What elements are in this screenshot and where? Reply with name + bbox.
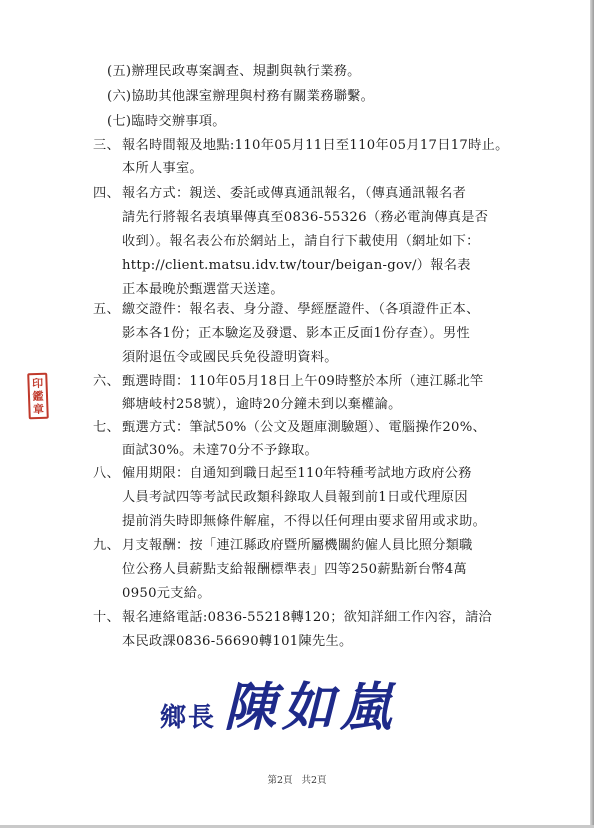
item-text (122, 372, 483, 415)
item-line: 收到）。報名表公布於網站上，請自行下載使用（網址如下： (122, 234, 480, 249)
item-number: 十、 (93, 610, 120, 625)
item-line: 僱用期限：自通知到職日起至110年特種考試地方政府公務 (122, 466, 472, 481)
item-text (122, 464, 486, 532)
item-line: 提前消失時即無條件解雇，不得以任何理由要求留用或求助。 (122, 514, 487, 529)
signature-block (160, 678, 398, 738)
page-footer (0, 772, 594, 786)
item-line: http://client.matsu.idv.tw/tour/beigan-gov/）報名表 (122, 258, 471, 273)
item-line: 面試30%。未達70分不予錄取。 (122, 443, 318, 458)
page-total: 共2頁 (301, 775, 327, 786)
item-number: 三、 (93, 138, 120, 153)
sub-item-6: (六)協助其他課室辦理與村務有關業務聯繫。 (107, 89, 375, 104)
item-line: 報名連絡電話:0836-55218轉120；欲知詳細工作內容，請洽 (122, 610, 493, 625)
page-edge-shadow (590, 0, 594, 828)
item-text (122, 608, 492, 652)
item-line: 影本各1份；正本驗迄及發還、影本正反面1份存查）。男性 (122, 326, 470, 341)
signature-title: 鄉長 (160, 703, 217, 733)
sub-item-7: (七)臨時交辦事項。 (107, 114, 226, 129)
item-line: 繳交證件：報名表、身分證、學經歷證件、（各項證件正本、 (122, 302, 480, 317)
item-line: 正本最晚於甄選當天送達。 (122, 282, 284, 297)
item-line: 請先行將報名表填畢傳真至0836-55326（務必電詢傳真是否 (122, 210, 489, 225)
item-text (122, 184, 488, 300)
item-text (122, 136, 509, 179)
item-line: 甄選時間：110年05月18日上午09時整於本所（連江縣北竿 (122, 374, 484, 389)
item-number: 五、 (93, 302, 120, 317)
item-line: 本所人事室。 (122, 161, 203, 176)
item-line: 鄉塘岐村258號），逾時20分鐘未到以棄權論。 (122, 397, 402, 412)
item-text (122, 536, 473, 604)
item-number: 七、 (93, 420, 120, 435)
item-line: 報名方式：親送、委託或傳真通訊報名，（傳真通訊報名者 (122, 186, 467, 201)
item-line: 0950元支給。 (122, 586, 211, 601)
page-number: 第2頁 (267, 775, 293, 786)
item-number: 四、 (93, 186, 120, 201)
item-line: 甄選方式：筆試50%（公文及題庫測驗題）、電腦操作20%、 (122, 420, 487, 435)
item-number: 八、 (93, 466, 120, 481)
item-text (122, 300, 480, 368)
red-seal-stamp: 印 鑑 章 (27, 373, 49, 420)
item-number: 九、 (93, 538, 120, 553)
item-number: 六、 (93, 374, 120, 389)
sub-item-5: (五)辦理民政專案調查、規劃與執行業務。 (107, 64, 361, 79)
item-line: 本民政課0836-56690轉101陳先生。 (122, 634, 353, 649)
item-line: 月支報酬：按「連江縣政府暨所屬機關約僱人員比照分類職 (122, 538, 473, 553)
item-line: 位公務人員薪點支給報酬標準表」四等250薪點新台幣4萬 (122, 562, 467, 577)
item-line: 須附退伍令或國民兵免役證明資料。 (122, 350, 338, 365)
item-line: 報名時間報及地點:110年05月11日至110年05月17日17時止。 (122, 138, 509, 153)
item-text (122, 418, 486, 461)
signature-name: 陳如嵐 (224, 677, 399, 738)
item-line: 人員考試四等考試民政類科錄取人員報到前1日或代理原因 (122, 490, 468, 505)
